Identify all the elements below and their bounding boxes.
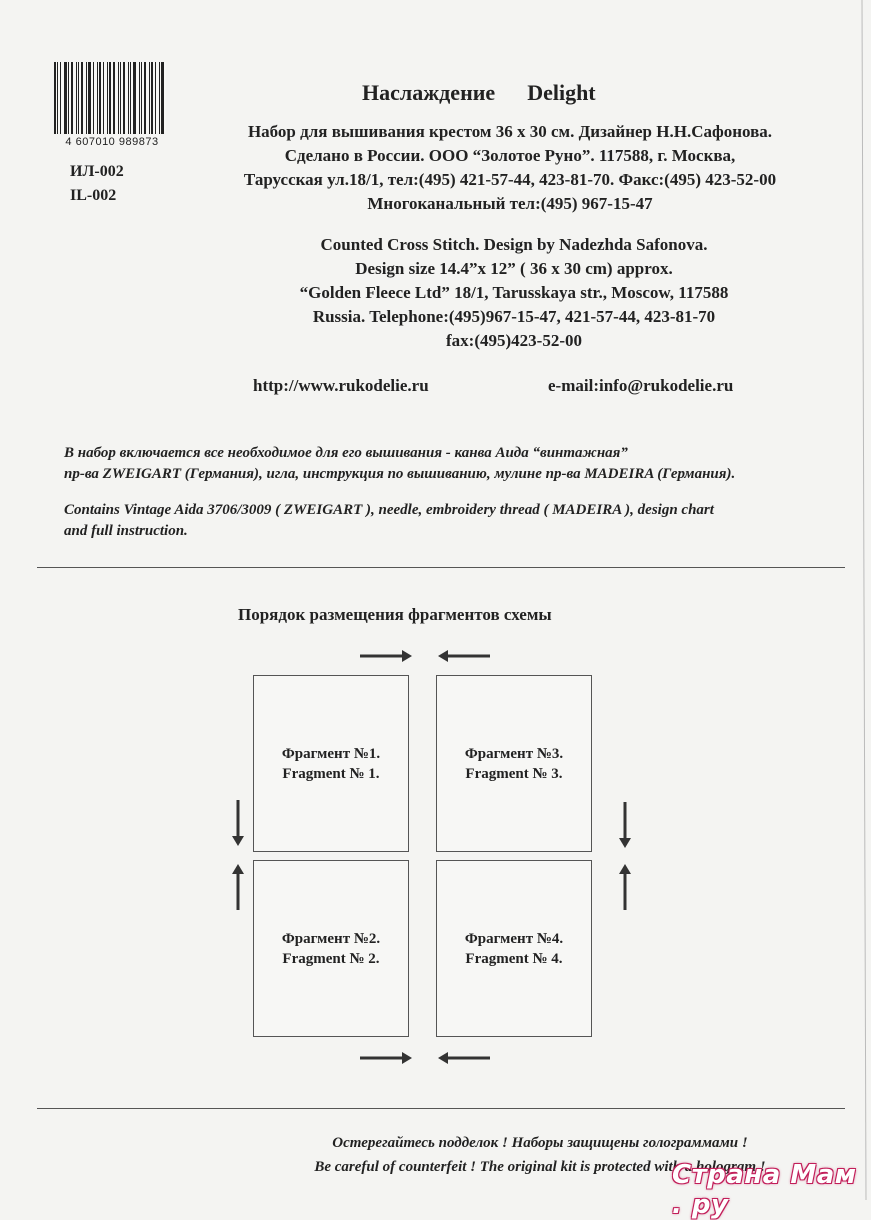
- barcode-bar: [81, 62, 83, 134]
- barcode-bar: [78, 62, 79, 134]
- product-code-ru: ИЛ-002: [70, 163, 124, 180]
- barcode-number: 4 607010 989873: [65, 136, 159, 148]
- barcode-bar: [54, 62, 56, 134]
- product-title: [362, 80, 596, 106]
- barcode-bar: [71, 62, 73, 134]
- ru-info-line: Сделано в России. ООО “Золотое Руно”. 117588, г. Москва,: [284, 146, 736, 165]
- arrow-left-icon: [436, 648, 492, 664]
- barcode-bar: [68, 62, 69, 134]
- fragment-3-ru: Фрагмент №3.: [464, 745, 564, 762]
- contents-ru: [64, 443, 834, 485]
- barcode-bar: [149, 62, 150, 134]
- fragment-2-box: [253, 860, 409, 1037]
- barcode-bar: [139, 62, 140, 134]
- title-en: Delight: [527, 80, 596, 105]
- fragment-4-box: [436, 860, 592, 1037]
- barcode-bar: [86, 62, 87, 134]
- arrow-left-icon: [436, 1050, 492, 1066]
- barcode-bar: [151, 62, 153, 134]
- product-code-en: IL-002: [70, 187, 117, 204]
- barcode-bar: [113, 62, 115, 134]
- barcode-bar: [155, 62, 156, 134]
- email-address: e-mail:info@rukodelie.ru: [548, 376, 734, 395]
- layout-title: Порядок размещения фрагментов схемы: [238, 605, 552, 624]
- contents-en-line: Contains Vintage Aida 3706/3009 ( ZWEIGART ), needle, embroidery thread ( MADEIRA ), design chart: [64, 502, 714, 518]
- barcode-bar: [128, 62, 129, 134]
- en-info-line: Design size 14.4”x 12” ( 36 x 30 cm) approx.: [355, 259, 673, 278]
- barcode-bar: [99, 62, 101, 134]
- contents-en-line: and full instruction.: [64, 523, 188, 539]
- barcode-bar: [141, 62, 142, 134]
- fragment-3-box: [436, 675, 592, 852]
- barcode-bar: [161, 62, 164, 134]
- divider-bottom: [37, 1108, 845, 1109]
- barcode-bar: [123, 62, 125, 134]
- divider-top: [37, 567, 845, 568]
- arrow-down-icon: [617, 800, 633, 850]
- fragment-4-ru: Фрагмент №4.: [464, 930, 564, 947]
- barcode-bar: [118, 62, 119, 134]
- barcode-bar: [76, 62, 77, 134]
- barcode: [54, 62, 166, 148]
- fragment-2-ru: Фрагмент №2.: [281, 930, 381, 947]
- en-info-line: fax:(495)423-52-00: [446, 331, 582, 350]
- ru-info-line: Набор для вышивания крестом 36 х 30 см. Дизайнер Н.Н.Сафонова.: [247, 122, 773, 141]
- en-info-line: “Golden Fleece Ltd” 18/1, Tarusskaya str., Moscow, 117588: [299, 283, 729, 302]
- fragment-4-en: Fragment № 4.: [465, 950, 563, 967]
- en-info-line: Russia. Telephone:(495)967-15-47, 421-57-44, 423-81-70: [312, 307, 716, 326]
- fragment-2-en: Fragment № 2.: [282, 950, 380, 967]
- watermark-logo: Страна Мам . ру: [672, 1160, 857, 1220]
- fragment-1-box: [253, 675, 409, 852]
- en-info-line: Counted Cross Stitch. Design by Nadezhda Safonova.: [320, 235, 708, 254]
- fragment-1-en: Fragment № 1.: [282, 765, 380, 782]
- contents-ru-line: В набор включается все необходимое для его вышивания - канва Аида “винтажная”: [64, 445, 628, 461]
- barcode-bars: [54, 62, 166, 134]
- contents-en: [64, 500, 834, 542]
- ru-info-block: [190, 120, 830, 216]
- title-ru: Наслаждение: [362, 80, 496, 105]
- barcode-bar: [109, 62, 112, 134]
- arrow-up-icon: [230, 862, 246, 912]
- fragment-1-ru: Фрагмент №1.: [281, 745, 381, 762]
- en-info-block: [234, 233, 794, 353]
- barcode-bar: [57, 62, 58, 134]
- barcode-bar: [133, 62, 136, 134]
- barcode-bar: [130, 62, 131, 134]
- arrow-down-icon: [230, 798, 246, 848]
- barcode-bar: [64, 62, 67, 134]
- fragment-3-en: Fragment № 3.: [465, 765, 563, 782]
- ru-info-line: Многоканальный тел:(495) 967-15-47: [367, 194, 653, 213]
- website-url: http://www.rukodelie.ru: [253, 376, 429, 395]
- barcode-bar: [103, 62, 104, 134]
- barcode-bar: [97, 62, 98, 134]
- warning-ru: Остерегайтесь подделок ! Наборы защищены голограммами !: [332, 1135, 748, 1151]
- barcode-bar: [88, 62, 91, 134]
- barcode-bar: [159, 62, 160, 134]
- barcode-bar: [93, 62, 94, 134]
- barcode-bar: [107, 62, 108, 134]
- arrow-right-icon: [358, 648, 414, 664]
- barcode-bar: [120, 62, 121, 134]
- contents-ru-line: пр-ва ZWEIGART (Германия), игла, инструкция по вышиванию, мулине пр-ва MADEIRA (Германия).: [64, 466, 736, 482]
- ru-info-line: Тарусская ул.18/1, тел:(495) 421-57-44, 423-81-70. Факс:(495) 423-52-00: [243, 170, 777, 189]
- barcode-bar: [60, 62, 61, 134]
- arrow-up-icon: [617, 862, 633, 912]
- warning-en: Be careful of counterfeit ! The original kit is protected with a hologram !: [314, 1159, 766, 1175]
- barcode-bar: [144, 62, 146, 134]
- arrow-right-icon: [358, 1050, 414, 1066]
